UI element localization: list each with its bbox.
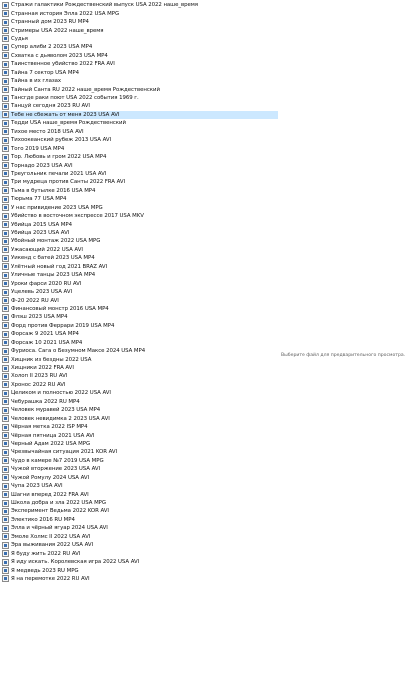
file-row[interactable] [0,305,278,313]
video-file-icon [2,424,9,431]
file-row[interactable] [0,144,278,152]
file-name: Супер алиби 2 2023 USA MP4 [11,44,93,51]
file-row[interactable] [0,254,278,262]
file-row[interactable] [0,136,278,144]
file-name: Я медведь 2023 RU MPG [11,567,79,574]
video-file-icon [2,263,9,270]
file-name: Стримеры USA 2022 наше_время [11,27,104,34]
file-row[interactable] [0,414,278,422]
file-row[interactable] [0,389,278,397]
file-row[interactable] [0,558,278,566]
video-file-icon [2,10,9,17]
file-name: Стражи галактики Рождественский выпуск USA 2022 наше_время [11,2,198,9]
video-file-icon [2,111,9,118]
file-name: Чрезвычайная ситуация 2021 KOR AVI [11,449,118,456]
video-file-icon [2,390,9,397]
video-file-icon [2,432,9,439]
file-row[interactable] [0,330,278,338]
video-file-icon [2,187,9,194]
video-file-icon [2,449,9,456]
file-name: Убойный монтаж 2022 USA MPG [11,238,101,245]
video-file-icon [2,179,9,186]
file-name: Таинственное убийство 2022 FRA AVI [11,61,115,68]
file-row[interactable] [0,431,278,439]
file-name: Элла и чёрный ягуар 2024 USA AVI [11,525,108,532]
file-row[interactable] [0,524,278,532]
file-name: Улётный новый год 2021 BRAZ AVI [11,263,108,270]
file-name: Форсаж 10 2021 USA MP4 [11,339,83,346]
video-file-icon [2,238,9,245]
video-file-icon [2,196,9,203]
video-file-icon [2,483,9,490]
file-row[interactable] [0,119,278,127]
video-file-icon [2,381,9,388]
file-name: Школа добра и зла 2022 USA MPG [11,500,106,507]
file-row[interactable] [0,566,278,574]
file-row[interactable] [0,18,278,26]
file-name: Электико 2016 RU MP4 [11,516,75,523]
video-file-icon [2,289,9,296]
video-file-icon [2,170,9,177]
file-name: Странная история Элла 2022 USA MPG [11,10,120,17]
file-name: Человек невидимка 2 2023 USA AVI [11,415,110,422]
file-name: Флэш 2023 USA MP4 [11,314,68,321]
file-name: Чужой Ромулу 2024 USA AVI [11,474,90,481]
file-name: Чёрная метка 2022 ISP MP4 [11,424,88,431]
video-file-icon [2,305,9,312]
video-file-icon [2,61,9,68]
file-row[interactable] [0,195,278,203]
file-row[interactable] [0,448,278,456]
file-row[interactable] [0,347,278,355]
file-name: Я на перемотке 2022 RU AVI [11,575,90,582]
file-name: Треугольник печали 2021 USA AVI [11,170,107,177]
video-file-icon [2,339,9,346]
file-row[interactable] [0,170,278,178]
video-file-icon [2,474,9,481]
video-file-icon [2,246,9,253]
video-file-icon [2,78,9,85]
video-file-icon [2,500,9,507]
file-row[interactable] [0,161,278,169]
file-name: Эксперимент Ведьма 2022 KOR AVI [11,508,109,515]
video-file-icon [2,356,9,363]
file-row[interactable] [0,465,278,473]
video-file-icon [2,550,9,557]
file-row[interactable] [0,102,278,110]
file-row[interactable] [0,423,278,431]
file-name: Тайный Санта RU 2022 наше_время Рождественский [11,86,160,93]
file-row[interactable] [0,490,278,498]
file-name: Человек муравей 2023 USA MP4 [11,407,101,414]
file-row[interactable] [0,339,278,347]
video-file-icon [2,35,9,42]
file-name: Тихоокеанский рубеж 2013 USA AVI [11,137,112,144]
video-file-icon [2,466,9,473]
video-file-icon [2,440,9,447]
file-name: Эра выживания 2022 USA AVI [11,542,94,549]
video-file-icon [2,322,9,329]
file-row[interactable] [0,52,278,60]
file-name: Фуриоса. Сага о Безумном Максе 2024 USA MP4 [11,348,146,355]
file-row[interactable] [0,246,278,254]
file-row[interactable] [0,35,278,43]
video-file-icon [2,348,9,355]
file-name: Я буду жить 2022 RU AVI [11,550,81,557]
file-name: Ужасающий 2022 USA AVI [11,246,83,253]
video-file-icon [2,575,9,582]
video-file-icon [2,128,9,135]
file-name: Тор. Любовь и гром 2022 USA MP4 [11,154,107,161]
file-name: У нас привидение 2023 USA MPG [11,204,103,211]
video-file-icon [2,230,9,237]
file-row[interactable] [0,204,278,212]
file-row[interactable] [0,279,278,287]
file-name: Убийство в восточном экспрессе 2017 USA MKV [11,213,144,220]
file-name: Форсаж 9 2021 USA MP4 [11,331,79,338]
video-file-icon [2,272,9,279]
preview-pane [278,0,406,699]
file-row[interactable] [0,43,278,51]
video-file-icon [2,533,9,540]
file-row[interactable] [0,263,278,271]
file-row[interactable] [0,474,278,482]
video-file-icon [2,373,9,380]
file-row[interactable] [0,533,278,541]
video-file-icon [2,407,9,414]
file-name: Тюрьма 77 USA MP4 [11,196,67,203]
video-file-icon [2,457,9,464]
file-name: Хронос 2022 RU AVI [11,381,66,388]
file-row[interactable] [0,128,278,136]
file-name: Чебурашка 2022 RU MP4 [11,398,80,405]
file-name: Чудо в камере №7 2019 USA MPG [11,457,104,464]
file-row[interactable] [0,355,278,363]
file-row[interactable] [0,296,278,304]
file-row[interactable] [0,440,278,448]
video-file-icon [2,221,9,228]
video-file-icon [2,415,9,422]
file-name: Эмоле Холмс II 2022 USA AVI [11,533,91,540]
video-file-icon [2,154,9,161]
file-name: Холоп II 2023 RU AVI [11,373,68,380]
video-file-icon [2,525,9,532]
video-file-icon [2,44,9,51]
video-file-icon [2,297,9,304]
file-name: Странный дом 2023 RU MP4 [11,19,89,26]
file-name: Убийца 2015 USA MP4 [11,221,72,228]
file-row[interactable] [0,26,278,34]
file-row[interactable] [0,178,278,186]
file-name: Хищники 2022 FRA AVI [11,365,74,372]
file-name: Тайна в их глазах [11,78,62,85]
file-name: Тихое место 2018 USA AVI [11,128,84,135]
video-file-icon [2,103,9,110]
file-name: Танцуй сегодня 2023 RU AVI [11,103,90,110]
file-row[interactable] [0,549,278,557]
file-list[interactable] [0,1,278,583]
video-file-icon [2,19,9,26]
file-row[interactable] [0,364,278,372]
video-file-icon [2,398,9,405]
file-row[interactable] [0,507,278,515]
file-row[interactable] [0,94,278,102]
video-file-icon [2,567,9,574]
file-row[interactable] [0,499,278,507]
file-name: Тайна 7 сектор USA MP4 [11,69,79,76]
video-file-icon [2,516,9,523]
file-row[interactable] [0,1,278,9]
video-file-icon [2,52,9,59]
file-row[interactable] [0,313,278,321]
video-file-icon [2,331,9,338]
video-file-icon [2,69,9,76]
video-file-icon [2,213,9,220]
video-file-icon [2,27,9,34]
file-row[interactable] [0,457,278,465]
file-row[interactable] [0,60,278,68]
file-name: Торнадо 2023 USA AVI [11,162,73,169]
video-file-icon [2,559,9,566]
file-row[interactable] [0,9,278,17]
file-row[interactable] [0,187,278,195]
file-name: Хищник из бездны 2022 USA [11,356,92,363]
video-file-icon [2,365,9,372]
file-row[interactable] [0,77,278,85]
file-name: Тебе не сбежать от меня 2023 USA AVI [11,111,120,118]
video-file-icon [2,2,9,9]
file-name: Схватка с дьяволом 2023 USA MP4 [11,52,108,59]
file-row[interactable] [0,541,278,549]
file-name: Тьма в бутылке 2016 USA MP4 [11,187,96,194]
file-row[interactable] [0,575,278,583]
file-name: Того 2019 USA MP4 [11,145,65,152]
file-row[interactable] [0,271,278,279]
file-name: Шагни вперед 2022 FRA AVI [11,491,89,498]
file-row[interactable] [0,398,278,406]
file-row[interactable] [0,406,278,414]
video-file-icon [2,120,9,127]
file-row[interactable] [0,237,278,245]
video-file-icon [2,204,9,211]
file-row[interactable] [0,288,278,296]
file-name: Убийца 2023 USA AVI [11,230,70,237]
video-file-icon [2,255,9,262]
file-name: Чужой вторжение 2023 USA AVI [11,466,101,473]
video-file-icon [2,162,9,169]
video-file-icon [2,280,9,287]
file-name: Целиком и полностью 2022 USA AVI [11,390,111,397]
file-row[interactable] [0,69,278,77]
file-row[interactable] [0,381,278,389]
video-file-icon [2,137,9,144]
file-row[interactable] [0,322,278,330]
file-name: Я иду искать. Королевская игра 2022 USA AVI [11,559,140,566]
file-row[interactable] [0,372,278,380]
file-name: Тансгде раки поют USA 2022 события 1969 г. [11,95,139,102]
file-row[interactable] [0,482,278,490]
file-row[interactable] [0,153,278,161]
file-name: Уцелевь 2023 USA AVI [11,289,73,296]
file-name: Уличные танцы 2023 USA MP4 [11,272,96,279]
file-row[interactable] [0,220,278,228]
video-file-icon [2,314,9,321]
file-name: Три мудреца против Санты 2022 FRA AVI [11,179,126,186]
video-file-icon [2,145,9,152]
file-row[interactable] [0,85,278,93]
file-name: Чупа 2023 USA AVI [11,483,63,490]
video-file-icon [2,95,9,102]
video-file-icon [2,491,9,498]
video-file-icon [2,86,9,93]
file-name: Уроки фарси 2020 RU AVI [11,280,82,287]
file-row[interactable] [0,111,278,119]
file-row[interactable] [0,212,278,220]
file-name: Уикенд с батей 2023 USA MP4 [11,255,95,262]
file-name: Тедди USA наше_время Рождественский [11,120,126,127]
file-name: Судья [11,35,28,42]
file-row[interactable] [0,516,278,524]
file-name: Черный Адам 2022 USA MPG [11,440,91,447]
file-name: Финансовый монстр 2016 USA MP4 [11,305,109,312]
preview-message: Выберите файл для предварительного просмотра. [281,353,406,358]
file-name: Ф-20 2022 RU AVI [11,297,59,304]
video-file-icon [2,508,9,515]
video-file-icon [2,542,9,549]
file-name: Чёрная пятница 2021 USA AVI [11,432,95,439]
file-name: Форд против Феррари 2019 USA MP4 [11,322,115,329]
file-row[interactable] [0,229,278,237]
